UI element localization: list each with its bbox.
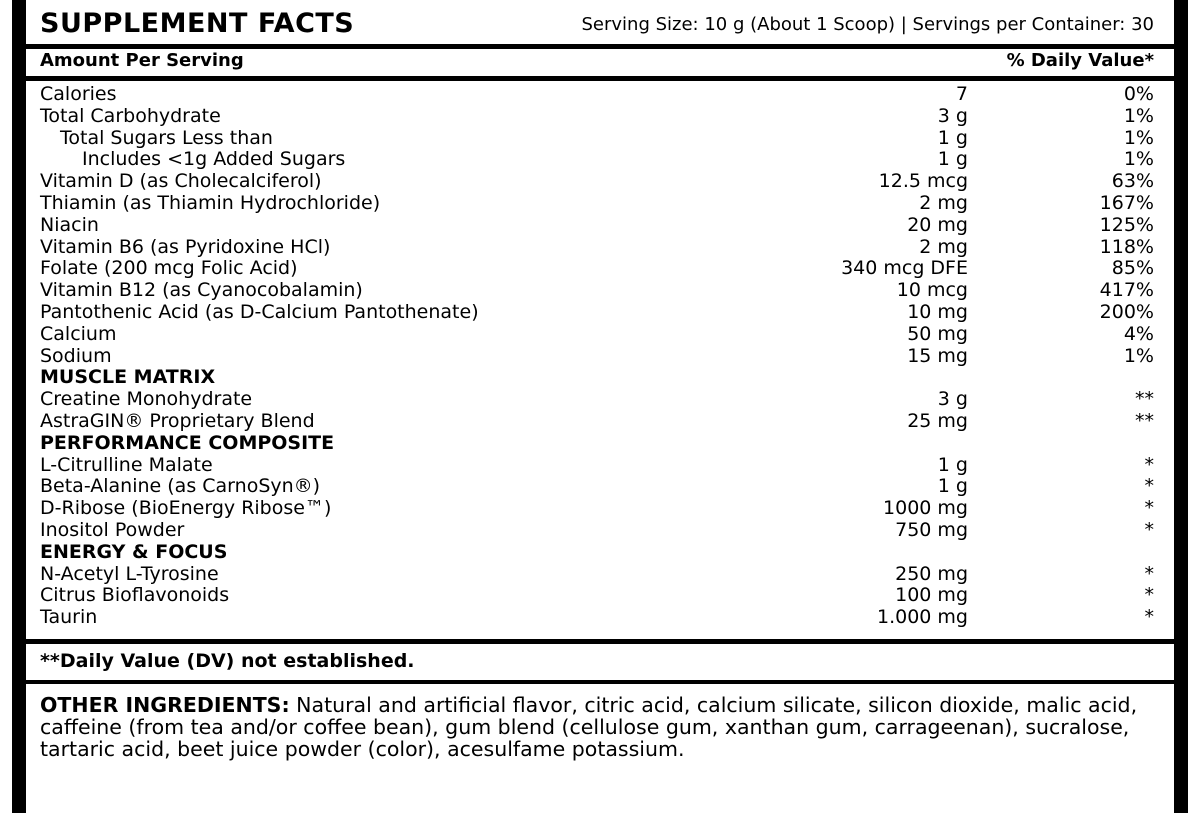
nutrient-name: Vitamin B6 (as Pyridoxine HCl): [40, 235, 331, 258]
nutrient-amount: 2 mg: [919, 235, 968, 258]
column-header: [40, 50, 1154, 74]
nutrient-amount: 1 g: [937, 453, 968, 476]
nutrient-row: [40, 411, 1154, 433]
supplement-facts-panel: [12, 0, 1188, 813]
nutrient-amount: 2 mg: [919, 191, 968, 214]
nutrient-daily-value: 1%: [1123, 126, 1154, 149]
nutrient-amount: 1.000 mg: [876, 606, 968, 629]
nutrient-row: [40, 128, 1154, 150]
nutrient-name: Inositol Powder: [40, 518, 185, 541]
nutrient-row: [40, 280, 1154, 302]
nutrient-name: Pantothenic Acid (as D-Calcium Pantothenate): [40, 300, 479, 323]
nutrient-daily-value: 417%: [1099, 279, 1154, 302]
nutrient-amount: 1000 mg: [883, 497, 968, 520]
other-ingredients-label: OTHER INGREDIENTS:: [40, 693, 290, 717]
nutrient-name: Calcium: [40, 322, 117, 345]
nutrient-name: Vitamin B12 (as Cyanocobalamin): [40, 279, 363, 302]
nutrient-amount: 10 mg: [907, 300, 968, 323]
nutrient-row: [40, 476, 1154, 498]
nutrient-row: [40, 149, 1154, 171]
section-heading-label: ENERGY & FOCUS: [40, 540, 228, 563]
nutrient-amount: 1 g: [937, 148, 968, 171]
nutrient-daily-value: 118%: [1099, 235, 1154, 258]
nutrient-row: [40, 389, 1154, 411]
nutrient-name: Total Carbohydrate: [40, 104, 221, 127]
nutrient-row: [40, 346, 1154, 368]
nutrient-name: Niacin: [40, 213, 99, 236]
nutrient-name: Includes <1g Added Sugars: [82, 148, 346, 171]
nutrient-row: [40, 302, 1154, 324]
daily-value-label: % Daily Value*: [1006, 50, 1154, 71]
nutrient-amount: 50 mg: [907, 322, 968, 345]
nutrient-daily-value: *: [1144, 584, 1154, 607]
section-heading: [40, 433, 1154, 455]
nutrient-name: D-Ribose (BioEnergy Ribose™): [40, 497, 332, 520]
other-ingredients-text: Natural and artificial flavor, citric acid, calcium silicate, silicon dioxide, malic acid, caffeine (from tea and/or coffee bean), gum blend (cellulose gum, xanthan gum, carrageenan), sucralose, tartaric acid, beet juice powder (color), acesulfame potassium.: [40, 693, 1138, 761]
nutrient-daily-value: 125%: [1099, 213, 1154, 236]
title-row: [40, 8, 1154, 44]
nutrient-row: [40, 324, 1154, 346]
nutrient-amount: 3 g: [937, 388, 968, 411]
nutrient-row: [40, 455, 1154, 477]
other-ingredients: [40, 694, 1154, 760]
amount-per-serving-label: Amount Per Serving: [40, 50, 244, 71]
nutrient-row: [40, 564, 1154, 586]
serving-info: Serving Size: 10 g (About 1 Scoop) | Servings per Container: 30: [581, 14, 1154, 35]
dv-footnote: **Daily Value (DV) not established.: [40, 650, 415, 672]
nutrient-row: [40, 84, 1154, 106]
nutrient-amount: 1 g: [937, 475, 968, 498]
nutrient-name: Thiamin (as Thiamin Hydrochloride): [40, 191, 381, 214]
nutrient-name: Sodium: [40, 344, 112, 367]
nutrient-daily-value: *: [1144, 562, 1154, 585]
ingredients-rule: [26, 680, 1174, 684]
nutrient-amount: 15 mg: [907, 344, 968, 367]
nutrient-rows: [40, 84, 1154, 629]
nutrient-row: [40, 258, 1154, 280]
nutrient-daily-value: *: [1144, 518, 1154, 541]
nutrient-amount: 25 mg: [907, 409, 968, 432]
nutrient-name: Vitamin D (as Cholecalciferol): [40, 170, 322, 193]
nutrient-daily-value: 1%: [1123, 148, 1154, 171]
nutrient-amount: 10 mcg: [896, 279, 968, 302]
nutrient-daily-value: *: [1144, 497, 1154, 520]
nutrient-amount: 3 g: [937, 104, 968, 127]
nutrient-daily-value: 167%: [1099, 191, 1154, 214]
nutrient-row: [40, 520, 1154, 542]
nutrient-name: AstraGIN® Proprietary Blend: [40, 409, 315, 432]
nutrient-name: Total Sugars Less than: [60, 126, 273, 149]
section-heading-label: MUSCLE MATRIX: [40, 366, 216, 389]
nutrient-amount: 340 mcg DFE: [841, 257, 968, 280]
nutrient-row: [40, 607, 1154, 629]
nutrient-amount: 1 g: [937, 126, 968, 149]
nutrient-name: Calories: [40, 83, 117, 105]
panel-title: SUPPLEMENT FACTS: [40, 8, 355, 39]
nutrient-amount: 7: [955, 83, 968, 105]
nutrient-daily-value: 1%: [1123, 344, 1154, 367]
nutrient-row: [40, 171, 1154, 193]
nutrient-name: N-Acetyl L-Tyrosine: [40, 562, 219, 585]
nutrient-row: [40, 106, 1154, 128]
nutrient-daily-value: 0%: [1123, 83, 1154, 105]
nutrient-daily-value: *: [1144, 475, 1154, 498]
nutrient-daily-value: 4%: [1123, 322, 1154, 345]
nutrient-daily-value: 200%: [1099, 300, 1154, 323]
section-heading-label: PERFORMANCE COMPOSITE: [40, 431, 335, 454]
section-heading: [40, 367, 1154, 389]
section-heading: [40, 542, 1154, 564]
nutrient-amount: 20 mg: [907, 213, 968, 236]
nutrient-name: Folate (200 mcg Folic Acid): [40, 257, 298, 280]
nutrient-name: Beta-Alanine (as CarnoSyn®): [40, 475, 321, 498]
nutrient-daily-value: **: [1135, 388, 1154, 411]
nutrient-name: L-Citrulline Malate: [40, 453, 213, 476]
nutrient-row: [40, 215, 1154, 237]
nutrient-amount: 250 mg: [895, 562, 968, 585]
nutrient-daily-value: *: [1144, 453, 1154, 476]
nutrient-name: Citrus Bioflavonoids: [40, 584, 230, 607]
nutrient-daily-value: 85%: [1111, 257, 1154, 280]
nutrient-daily-value: **: [1135, 409, 1154, 432]
nutrient-daily-value: 63%: [1111, 170, 1154, 193]
nutrient-daily-value: 1%: [1123, 104, 1154, 127]
bottom-rule: [26, 639, 1174, 644]
nutrient-daily-value: *: [1144, 606, 1154, 629]
header-rule: [26, 76, 1174, 81]
nutrient-row: [40, 585, 1154, 607]
nutrient-name: Taurin: [40, 606, 98, 629]
nutrient-row: [40, 193, 1154, 215]
top-rule: [26, 44, 1174, 49]
nutrient-row: [40, 237, 1154, 259]
nutrient-row: [40, 498, 1154, 520]
nutrient-amount: 12.5 mcg: [878, 170, 968, 193]
nutrient-amount: 100 mg: [895, 584, 968, 607]
nutrient-amount: 750 mg: [895, 518, 968, 541]
nutrient-name: Creatine Monohydrate: [40, 388, 253, 411]
